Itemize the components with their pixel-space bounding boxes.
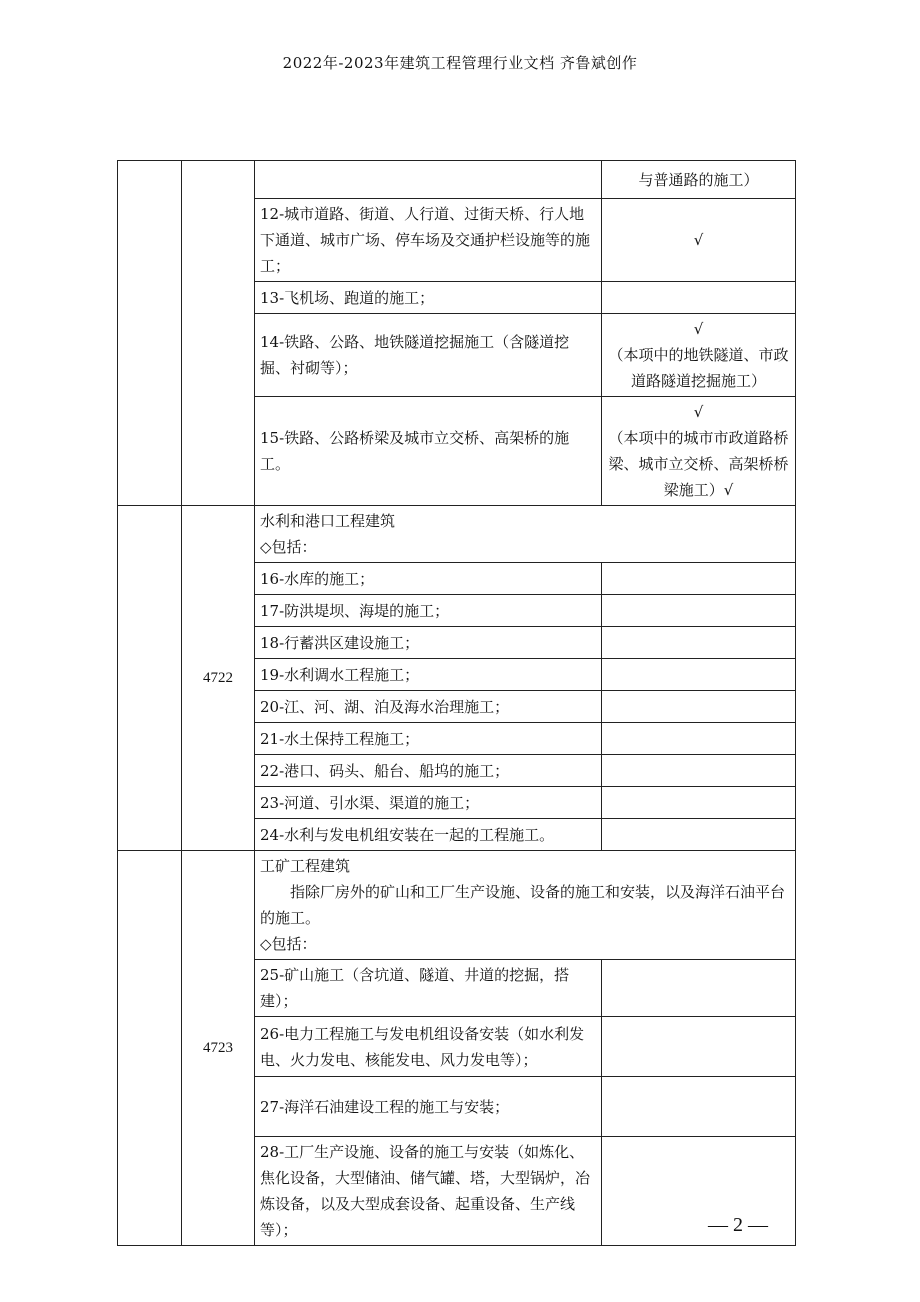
section-title: 工矿工程建筑 bbox=[260, 857, 351, 875]
mark-cell bbox=[602, 819, 796, 851]
item-12-mark: √ bbox=[602, 199, 796, 282]
item-22-text: 22-港口、码头、船台、船坞的施工； bbox=[255, 755, 602, 787]
item-14-mark bbox=[602, 314, 796, 397]
section-description: 指除厂房外的矿山和工厂生产设施、设备的施工和安装，以及海洋石油平台的施工。 bbox=[260, 883, 786, 927]
item-15-text: 15-铁路、公路桥梁及城市立交桥、高架桥的施工。 bbox=[255, 397, 602, 506]
empty-cell bbox=[118, 161, 182, 506]
section-title-cell bbox=[255, 506, 796, 563]
mark-cell bbox=[602, 787, 796, 819]
item-24-text: 24-水利与发电机组安装在一起的工程施工。 bbox=[255, 819, 602, 851]
section-title-cell bbox=[255, 851, 796, 960]
item-18-text: 18-行蓄洪区建设施工； bbox=[255, 627, 602, 659]
item-17-text: 17-防洪堤坝、海堤的施工； bbox=[255, 595, 602, 627]
mark-cell bbox=[602, 1017, 796, 1077]
check-mark: √ bbox=[693, 320, 704, 338]
item-20-text: 20-江、河、湖、泊及海水治理施工； bbox=[255, 691, 602, 723]
mark-cell bbox=[602, 691, 796, 723]
item-25-text: 25-矿山施工（含坑道、隧道、井道的挖掘，搭建）； bbox=[255, 960, 602, 1017]
item-13-text: 13-飞机场、跑道的施工； bbox=[255, 282, 602, 314]
mark-cell bbox=[602, 659, 796, 691]
mark-cell bbox=[602, 627, 796, 659]
mark-cell bbox=[602, 960, 796, 1017]
page-number: — 2 — bbox=[708, 1214, 768, 1236]
mark-cell bbox=[602, 755, 796, 787]
includes-label: ◇包括： bbox=[260, 935, 317, 953]
item-21-text: 21-水土保持工程施工； bbox=[255, 723, 602, 755]
mark-note: （本项中的地铁隧道、市政道路隧道挖掘施工） bbox=[608, 346, 789, 390]
item-16-text: 16-水库的施工； bbox=[255, 563, 602, 595]
item-14-text: 14-铁路、公路、地铁隧道挖掘施工（含隧道挖掘、衬砌等）； bbox=[255, 314, 602, 397]
mark-cell bbox=[602, 1077, 796, 1137]
page-header: 2022年-2023年建筑工程管理行业文档 齐鲁斌创作 bbox=[282, 54, 638, 72]
empty-cell bbox=[182, 161, 255, 506]
mark-cell bbox=[602, 595, 796, 627]
check-mark: √ bbox=[693, 403, 704, 421]
item-15-mark bbox=[602, 397, 796, 506]
section-code-4722: 4722 bbox=[182, 506, 255, 851]
item-23-text: 23-河道、引水渠、渠道的施工； bbox=[255, 787, 602, 819]
item-27-text: 27-海洋石油建设工程的施工与安装； bbox=[255, 1077, 602, 1137]
mark-cell bbox=[602, 563, 796, 595]
empty-cell bbox=[118, 851, 182, 1246]
item-28-text: 28-工厂生产设施、设备的施工与安装（如炼化、焦化设备，大型储油、储气罐、塔，大型锅炉，冶炼设备，以及大型成套设备、起重设备、生产线等）； bbox=[255, 1137, 602, 1246]
item-19-text: 19-水利调水工程施工； bbox=[255, 659, 602, 691]
section-header-row bbox=[118, 851, 796, 960]
item-26-text: 26-电力工程施工与发电机组设备安装（如水利发电、火力发电、核能发电、风力发电等）； bbox=[255, 1017, 602, 1077]
mark-note: （本项中的城市市政道路桥梁、城市立交桥、高架桥桥梁施工）√ bbox=[608, 429, 789, 499]
mark-cell: 与普通路的施工） bbox=[602, 161, 796, 199]
mark-cell bbox=[602, 723, 796, 755]
item-12-text: 12-城市道路、街道、人行道、过街天桥、行人地下通道、城市广场、停车场及交通护栏设施等的施工； bbox=[255, 199, 602, 282]
section-code-4723: 4723 bbox=[182, 851, 255, 1246]
industry-classification-table bbox=[117, 160, 796, 1246]
includes-label: ◇包括： bbox=[260, 538, 317, 556]
section-title: 水利和港口工程建筑 bbox=[260, 512, 396, 530]
empty-cell bbox=[255, 161, 602, 199]
item-13-mark bbox=[602, 282, 796, 314]
section-header-row bbox=[118, 506, 796, 563]
empty-cell bbox=[118, 506, 182, 851]
table-row bbox=[118, 161, 796, 199]
